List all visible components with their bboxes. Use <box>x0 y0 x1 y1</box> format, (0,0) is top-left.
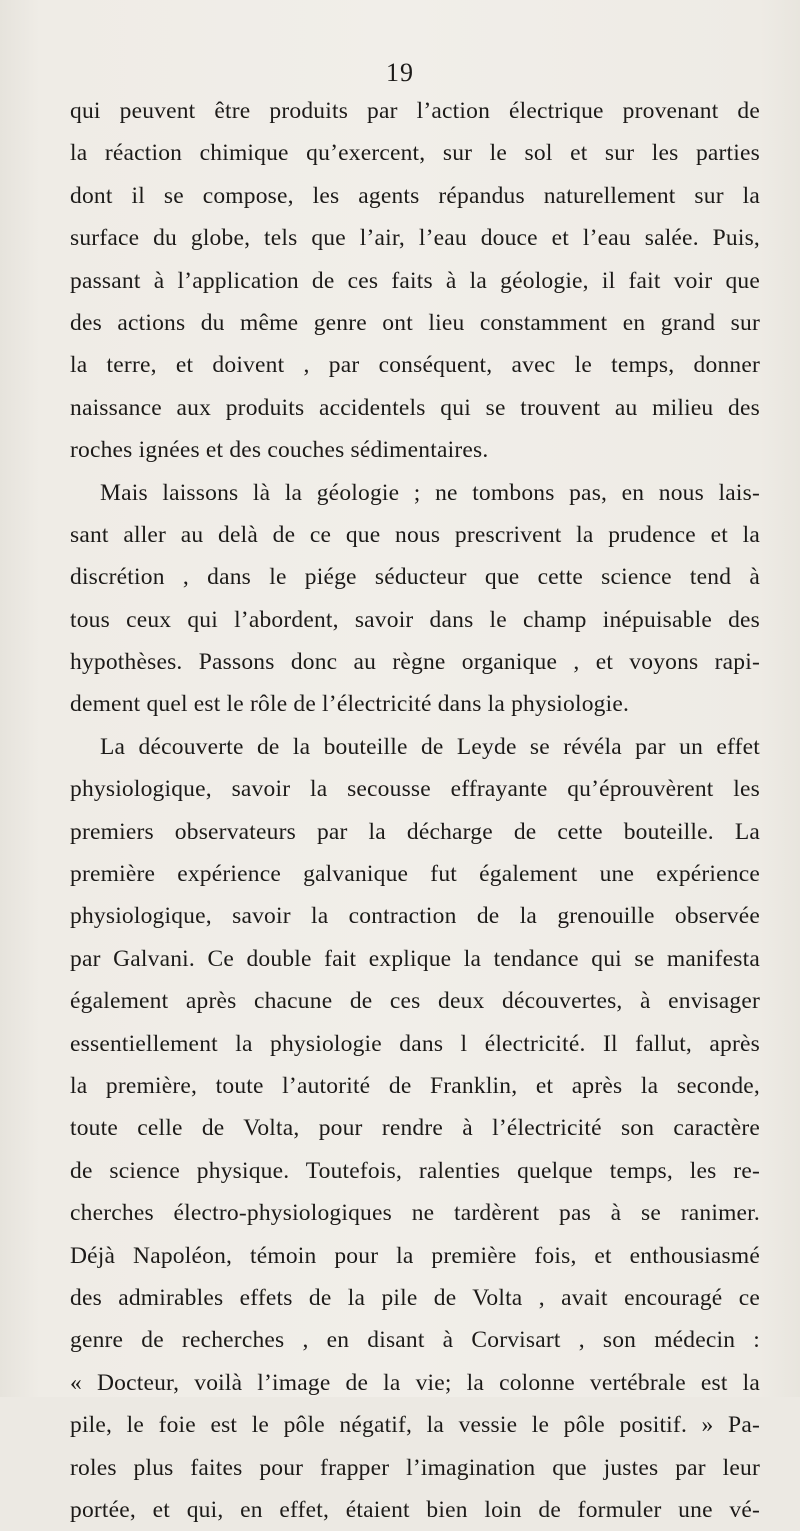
text-line: portée, et qui, en effet, étaient bien loin de formuler une vé- <box>70 1496 760 1523</box>
text-line: des actions du même genre ont lieu constamment en grand sur <box>70 309 760 336</box>
text-line: des admirables effets de la pile de Volta , avait encouragé ce <box>70 1284 760 1311</box>
text-line: dement quel est le rôle de l’électricité dans la physiologie. <box>70 691 630 718</box>
page-number: 19 <box>386 58 414 87</box>
text-line: naissance aux produits accidentels qui se trouvent au milieu des <box>70 394 760 421</box>
text-line: également après chacune de ces deux découvertes, à envisager <box>70 988 760 1015</box>
text-line: la réaction chimique qu’exercent, sur le sol et sur les parties <box>70 140 760 167</box>
text-line: cherches électro-physiologiques ne tardèrent pas à se ranimer. <box>70 1200 760 1227</box>
body-text <box>70 90 760 1531</box>
text-line: physiologique, savoir la secousse effrayante qu’éprouvèrent les <box>70 776 760 803</box>
text-line: tous ceux qui l’abordent, savoir dans le champ inépuisable des <box>70 606 760 633</box>
text-line: essentiellement la physiologie dans l électricité. Il fallut, après <box>70 1030 760 1057</box>
text-line: toute celle de Volta, pour rendre à l’électricité son caractère <box>70 1115 760 1142</box>
text-line: hypothèses. Passons donc au règne organique , et voyons rapi- <box>70 649 760 676</box>
text-line: qui peuvent être produits par l’action électrique provenant de <box>70 98 760 124</box>
text-line: la terre, et doivent , par conséquent, avec le temps, donner <box>70 352 760 379</box>
text-line: physiologique, savoir la contraction de la grenouille observée <box>70 903 760 930</box>
text-line: premiers observateurs par la décharge de cette bouteille. La <box>70 818 760 845</box>
text-line: la première, toute l’autorité de Franklin, et après la seconde, <box>70 1072 760 1099</box>
text-line: surface du globe, tels que l’air, l’eau douce et l’eau salée. Puis, <box>70 225 760 252</box>
text-line: pile, le foie est le pôle négatif, la vessie le pôle positif. » Pa- <box>70 1412 760 1439</box>
text-line: passant à l’application de ces faits à la géologie, il fait voir que <box>70 267 760 294</box>
text-line: sant aller au delà de ce que nous prescrivent la prudence et la <box>70 521 760 548</box>
text-line: roches ignées et des couches sédimentaires. <box>70 437 489 464</box>
text-line: par Galvani. Ce double fait explique la tendance qui se manifesta <box>70 945 760 972</box>
text-line: La découverte de la bouteille de Leyde se révéla par un effet <box>100 733 760 760</box>
text-line: première expérience galvanique fut également une expérience <box>70 861 760 888</box>
text-line: « Docteur, voilà l’image de la vie; la colonne vertébrale est la <box>70 1369 760 1396</box>
text-line: dont il se compose, les agents répandus naturellement sur la <box>70 182 760 209</box>
text-line: roles plus faites pour frapper l’imagination que justes par leur <box>70 1454 760 1481</box>
text-line: de science physique. Toutefois, ralenties quelque temps, les re- <box>70 1157 760 1184</box>
text-line: discrétion , dans le piége séducteur que cette science tend à <box>70 564 760 591</box>
text-line: genre de recherches , en disant à Corvisart , son médecin : <box>70 1327 760 1354</box>
text-line: Déjà Napoléon, témoin pour la première fois, et enthousiasmé <box>70 1242 760 1269</box>
text-line: Mais laissons là la géologie ; ne tombons pas, en nous lais- <box>100 479 760 506</box>
